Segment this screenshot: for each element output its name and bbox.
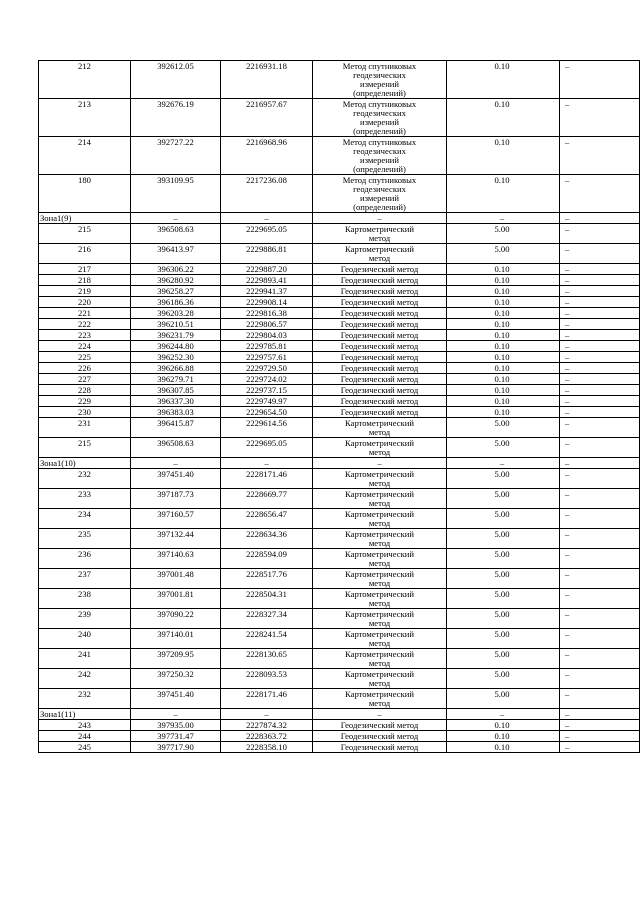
point-number-cell: 215 (39, 224, 131, 244)
point-number-cell: 237 (39, 569, 131, 589)
table-row (39, 731, 640, 742)
note-cell: – (560, 175, 640, 213)
tolerance-cell: 5.00 (447, 569, 560, 589)
note-cell: – (560, 407, 640, 418)
tolerance-cell: 0.10 (447, 275, 560, 286)
point-number-cell: 229 (39, 396, 131, 407)
point-number-cell: 243 (39, 720, 131, 731)
tolerance-cell: 0.10 (447, 264, 560, 275)
x-coordinate-cell: – (131, 213, 221, 224)
point-number-cell: 234 (39, 509, 131, 529)
y-coordinate-cell: 2228656.47 (221, 509, 313, 529)
note-cell: – (560, 418, 640, 438)
point-number-cell: 232 (39, 689, 131, 709)
x-coordinate-cell: 397132.44 (131, 529, 221, 549)
point-number-cell: 218 (39, 275, 131, 286)
x-coordinate-cell: 397935.00 (131, 720, 221, 731)
y-coordinate-cell: 2228363.72 (221, 731, 313, 742)
point-number-cell: 241 (39, 649, 131, 669)
y-coordinate-cell: 2217236.08 (221, 175, 313, 213)
tolerance-cell: 0.10 (447, 720, 560, 731)
method-cell: Геодезический метод (313, 319, 447, 330)
note-cell: – (560, 363, 640, 374)
tolerance-cell: 5.00 (447, 689, 560, 709)
method-cell: Геодезический метод (313, 286, 447, 297)
table-row (39, 319, 640, 330)
tolerance-cell: 0.10 (447, 137, 560, 175)
note-cell: – (560, 385, 640, 396)
y-coordinate-cell: 2228171.46 (221, 689, 313, 709)
method-cell: Геодезический метод (313, 275, 447, 286)
method-cell: Картометрический метод (313, 589, 447, 609)
table-row (39, 137, 640, 175)
point-number-cell: 212 (39, 61, 131, 99)
point-number-cell: 232 (39, 469, 131, 489)
y-coordinate-cell: 2229887.20 (221, 264, 313, 275)
y-coordinate-cell: 2229749.97 (221, 396, 313, 407)
method-cell: Картометрический метод (313, 489, 447, 509)
y-coordinate-cell: 2216957.67 (221, 99, 313, 137)
method-cell: Картометрический метод (313, 689, 447, 709)
table-row (39, 341, 640, 352)
y-coordinate-cell: 2228504.31 (221, 589, 313, 609)
table-row (39, 61, 640, 99)
y-coordinate-cell: 2228594.09 (221, 549, 313, 569)
note-cell: – (560, 458, 640, 469)
table-row (39, 418, 640, 438)
method-cell: Картометрический метод (313, 469, 447, 489)
note-cell: – (560, 244, 640, 264)
tolerance-cell: 5.00 (447, 469, 560, 489)
table-row (39, 469, 640, 489)
note-cell: – (560, 629, 640, 649)
note-cell: – (560, 330, 640, 341)
table-row (39, 385, 640, 396)
method-cell: Геодезический метод (313, 385, 447, 396)
method-cell: Геодезический метод (313, 264, 447, 275)
table-row (39, 569, 640, 589)
table-row (39, 549, 640, 569)
method-cell: Геодезический метод (313, 731, 447, 742)
y-coordinate-cell: 2228171.46 (221, 469, 313, 489)
zone-header-row (39, 709, 640, 720)
point-number-cell: 233 (39, 489, 131, 509)
point-number-cell: 213 (39, 99, 131, 137)
note-cell: – (560, 297, 640, 308)
table-row (39, 509, 640, 529)
method-cell: Геодезический метод (313, 308, 447, 319)
method-cell: Картометрический метод (313, 509, 447, 529)
table-row (39, 175, 640, 213)
x-coordinate-cell: 396508.63 (131, 438, 221, 458)
method-cell: Картометрический метод (313, 629, 447, 649)
note-cell: – (560, 649, 640, 669)
note-cell: – (560, 308, 640, 319)
tolerance-cell: 5.00 (447, 649, 560, 669)
note-cell: – (560, 352, 640, 363)
y-coordinate-cell: 2229737.15 (221, 385, 313, 396)
point-number-cell: 228 (39, 385, 131, 396)
table-row (39, 529, 640, 549)
tolerance-cell: 5.00 (447, 629, 560, 649)
y-coordinate-cell: 2229893.41 (221, 275, 313, 286)
x-coordinate-cell: 397250.32 (131, 669, 221, 689)
table-row (39, 297, 640, 308)
tolerance-cell: 5.00 (447, 224, 560, 244)
tolerance-cell: 0.10 (447, 352, 560, 363)
y-coordinate-cell: 2228517.76 (221, 569, 313, 589)
table-row (39, 589, 640, 609)
tolerance-cell: 0.10 (447, 742, 560, 753)
method-cell: Метод спутниковых геодезических измерений (определений) (313, 99, 447, 137)
y-coordinate-cell: 2229757.61 (221, 352, 313, 363)
note-cell: – (560, 224, 640, 244)
table-row (39, 489, 640, 509)
y-coordinate-cell: – (221, 213, 313, 224)
y-coordinate-cell: 2229695.05 (221, 224, 313, 244)
y-coordinate-cell: 2228634.36 (221, 529, 313, 549)
x-coordinate-cell: 397140.01 (131, 629, 221, 649)
x-coordinate-cell: 396508.63 (131, 224, 221, 244)
y-coordinate-cell: 2228669.77 (221, 489, 313, 509)
note-cell: – (560, 61, 640, 99)
y-coordinate-cell: 2229908.14 (221, 297, 313, 308)
tolerance-cell: 5.00 (447, 418, 560, 438)
table-row (39, 308, 640, 319)
tolerance-cell: 5.00 (447, 489, 560, 509)
y-coordinate-cell: 2229806.57 (221, 319, 313, 330)
x-coordinate-cell: 396337.30 (131, 396, 221, 407)
note-cell: – (560, 589, 640, 609)
x-coordinate-cell: 396306.22 (131, 264, 221, 275)
y-coordinate-cell: 2229816.38 (221, 308, 313, 319)
point-number-cell: 180 (39, 175, 131, 213)
table-row (39, 396, 640, 407)
tolerance-cell: 0.10 (447, 407, 560, 418)
note-cell: – (560, 609, 640, 629)
note-cell: – (560, 213, 640, 224)
tolerance-cell: 0.10 (447, 374, 560, 385)
x-coordinate-cell: 397731.47 (131, 731, 221, 742)
method-cell: – (313, 709, 447, 720)
x-coordinate-cell: 397001.48 (131, 569, 221, 589)
method-cell: Геодезический метод (313, 297, 447, 308)
y-coordinate-cell: – (221, 709, 313, 720)
x-coordinate-cell: 397717.90 (131, 742, 221, 753)
x-coordinate-cell: 396280.92 (131, 275, 221, 286)
method-cell: Метод спутниковых геодезических измерений (определений) (313, 175, 447, 213)
method-cell: Картометрический метод (313, 569, 447, 589)
note-cell: – (560, 341, 640, 352)
table-row (39, 244, 640, 264)
tolerance-cell: 0.10 (447, 286, 560, 297)
y-coordinate-cell: 2229654.50 (221, 407, 313, 418)
coordinates-table-body (39, 61, 640, 753)
point-number-cell: 239 (39, 609, 131, 629)
method-cell: Картометрический метод (313, 224, 447, 244)
note-cell: – (560, 549, 640, 569)
note-cell: – (560, 374, 640, 385)
point-number-cell: 231 (39, 418, 131, 438)
method-cell: Метод спутниковых геодезических измерений (определений) (313, 61, 447, 99)
x-coordinate-cell: 397451.40 (131, 469, 221, 489)
x-coordinate-cell: 397187.73 (131, 489, 221, 509)
x-coordinate-cell: 396231.79 (131, 330, 221, 341)
point-number-cell: 224 (39, 341, 131, 352)
x-coordinate-cell: 392612.05 (131, 61, 221, 99)
note-cell: – (560, 689, 640, 709)
table-row (39, 330, 640, 341)
note-cell: – (560, 709, 640, 720)
y-coordinate-cell: 2228327.34 (221, 609, 313, 629)
method-cell: Геодезический метод (313, 363, 447, 374)
x-coordinate-cell: 396252.30 (131, 352, 221, 363)
point-number-cell: 217 (39, 264, 131, 275)
y-coordinate-cell: – (221, 458, 313, 469)
point-number-cell: 223 (39, 330, 131, 341)
table-row (39, 286, 640, 297)
y-coordinate-cell: 2229785.81 (221, 341, 313, 352)
x-coordinate-cell: 392727.22 (131, 137, 221, 175)
point-number-cell: 242 (39, 669, 131, 689)
x-coordinate-cell: – (131, 458, 221, 469)
note-cell: – (560, 286, 640, 297)
x-coordinate-cell: 396307.85 (131, 385, 221, 396)
x-coordinate-cell: 396266.88 (131, 363, 221, 374)
x-coordinate-cell: 396415.87 (131, 418, 221, 438)
x-coordinate-cell: 396244.80 (131, 341, 221, 352)
table-row (39, 352, 640, 363)
method-cell: Картометрический метод (313, 609, 447, 629)
method-cell: Геодезический метод (313, 396, 447, 407)
note-cell: – (560, 669, 640, 689)
tolerance-cell: – (447, 709, 560, 720)
zone-header-row (39, 458, 640, 469)
x-coordinate-cell: 397451.40 (131, 689, 221, 709)
zone-label-cell: Зона1(10) (39, 458, 131, 469)
x-coordinate-cell: 396413.97 (131, 244, 221, 264)
x-coordinate-cell: 397140.63 (131, 549, 221, 569)
x-coordinate-cell: 393109.95 (131, 175, 221, 213)
point-number-cell: 222 (39, 319, 131, 330)
note-cell: – (560, 489, 640, 509)
point-number-cell: 227 (39, 374, 131, 385)
tolerance-cell: 0.10 (447, 99, 560, 137)
point-number-cell: 214 (39, 137, 131, 175)
x-coordinate-cell: 397001.81 (131, 589, 221, 609)
point-number-cell: 225 (39, 352, 131, 363)
y-coordinate-cell: 2229804.03 (221, 330, 313, 341)
tolerance-cell: 0.10 (447, 175, 560, 213)
tolerance-cell: 0.10 (447, 308, 560, 319)
method-cell: Геодезический метод (313, 407, 447, 418)
point-number-cell: 215 (39, 438, 131, 458)
tolerance-cell: 5.00 (447, 609, 560, 629)
tolerance-cell: 0.10 (447, 319, 560, 330)
point-number-cell: 235 (39, 529, 131, 549)
x-coordinate-cell: 396258.27 (131, 286, 221, 297)
x-coordinate-cell: 397090.22 (131, 609, 221, 629)
table-row (39, 629, 640, 649)
note-cell: – (560, 396, 640, 407)
tolerance-cell: 0.10 (447, 297, 560, 308)
x-coordinate-cell: 396279.71 (131, 374, 221, 385)
y-coordinate-cell: 2228358.10 (221, 742, 313, 753)
tolerance-cell: 5.00 (447, 529, 560, 549)
table-row (39, 609, 640, 629)
note-cell: – (560, 137, 640, 175)
tolerance-cell: 5.00 (447, 509, 560, 529)
method-cell: Картометрический метод (313, 244, 447, 264)
method-cell: Геодезический метод (313, 352, 447, 363)
y-coordinate-cell: 2216968.96 (221, 137, 313, 175)
point-number-cell: 219 (39, 286, 131, 297)
x-coordinate-cell: 397160.57 (131, 509, 221, 529)
method-cell: Картометрический метод (313, 549, 447, 569)
table-row (39, 689, 640, 709)
point-number-cell: 236 (39, 549, 131, 569)
y-coordinate-cell: 2228093.53 (221, 669, 313, 689)
table-row (39, 374, 640, 385)
point-number-cell: 221 (39, 308, 131, 319)
y-coordinate-cell: 2229614.56 (221, 418, 313, 438)
tolerance-cell: 5.00 (447, 589, 560, 609)
x-coordinate-cell: 392676.19 (131, 99, 221, 137)
zone-label-cell: Зона1(9) (39, 213, 131, 224)
point-number-cell: 244 (39, 731, 131, 742)
method-cell: Картометрический метод (313, 529, 447, 549)
tolerance-cell: 0.10 (447, 396, 560, 407)
table-row (39, 720, 640, 731)
table-row (39, 264, 640, 275)
table-row (39, 438, 640, 458)
note-cell: – (560, 99, 640, 137)
y-coordinate-cell: 2229941.37 (221, 286, 313, 297)
method-cell: Метод спутниковых геодезических измерений (определений) (313, 137, 447, 175)
coordinates-table (38, 60, 640, 753)
tolerance-cell: 0.10 (447, 363, 560, 374)
method-cell: Геодезический метод (313, 742, 447, 753)
table-row (39, 742, 640, 753)
zone-header-row (39, 213, 640, 224)
point-number-cell: 245 (39, 742, 131, 753)
note-cell: – (560, 319, 640, 330)
y-coordinate-cell: 2229724.02 (221, 374, 313, 385)
x-coordinate-cell: 396186.36 (131, 297, 221, 308)
table-row (39, 224, 640, 244)
y-coordinate-cell: 2216931.18 (221, 61, 313, 99)
table-row (39, 363, 640, 374)
y-coordinate-cell: 2229729.50 (221, 363, 313, 374)
tolerance-cell: 5.00 (447, 438, 560, 458)
tolerance-cell: 0.10 (447, 330, 560, 341)
x-coordinate-cell: 396210.51 (131, 319, 221, 330)
x-coordinate-cell: 396203.28 (131, 308, 221, 319)
table-row (39, 275, 640, 286)
point-number-cell: 240 (39, 629, 131, 649)
point-number-cell: 220 (39, 297, 131, 308)
tolerance-cell: 0.10 (447, 385, 560, 396)
tolerance-cell: 5.00 (447, 244, 560, 264)
method-cell: – (313, 458, 447, 469)
y-coordinate-cell: 2229695.05 (221, 438, 313, 458)
y-coordinate-cell: 2228241.54 (221, 629, 313, 649)
y-coordinate-cell: 2227874.32 (221, 720, 313, 731)
note-cell: – (560, 509, 640, 529)
tolerance-cell: – (447, 213, 560, 224)
method-cell: Геодезический метод (313, 374, 447, 385)
x-coordinate-cell: 397209.95 (131, 649, 221, 669)
y-coordinate-cell: 2228130.65 (221, 649, 313, 669)
note-cell: – (560, 469, 640, 489)
y-coordinate-cell: 2229886.81 (221, 244, 313, 264)
point-number-cell: 238 (39, 589, 131, 609)
table-row (39, 649, 640, 669)
method-cell: Геодезический метод (313, 330, 447, 341)
point-number-cell: 230 (39, 407, 131, 418)
tolerance-cell: 0.10 (447, 341, 560, 352)
zone-label-cell: Зона1(11) (39, 709, 131, 720)
table-row (39, 99, 640, 137)
method-cell: Картометрический метод (313, 669, 447, 689)
x-coordinate-cell: 396383.03 (131, 407, 221, 418)
note-cell: – (560, 720, 640, 731)
note-cell: – (560, 264, 640, 275)
note-cell: – (560, 731, 640, 742)
note-cell: – (560, 275, 640, 286)
x-coordinate-cell: – (131, 709, 221, 720)
point-number-cell: 226 (39, 363, 131, 374)
method-cell: – (313, 213, 447, 224)
tolerance-cell: 0.10 (447, 61, 560, 99)
point-number-cell: 216 (39, 244, 131, 264)
table-row (39, 407, 640, 418)
table-row (39, 669, 640, 689)
tolerance-cell: 5.00 (447, 669, 560, 689)
method-cell: Картометрический метод (313, 418, 447, 438)
note-cell: – (560, 438, 640, 458)
tolerance-cell: 5.00 (447, 549, 560, 569)
method-cell: Геодезический метод (313, 341, 447, 352)
method-cell: Картометрический метод (313, 649, 447, 669)
note-cell: – (560, 529, 640, 549)
tolerance-cell: – (447, 458, 560, 469)
note-cell: – (560, 569, 640, 589)
tolerance-cell: 0.10 (447, 731, 560, 742)
method-cell: Картометрический метод (313, 438, 447, 458)
note-cell: – (560, 742, 640, 753)
method-cell: Геодезический метод (313, 720, 447, 731)
